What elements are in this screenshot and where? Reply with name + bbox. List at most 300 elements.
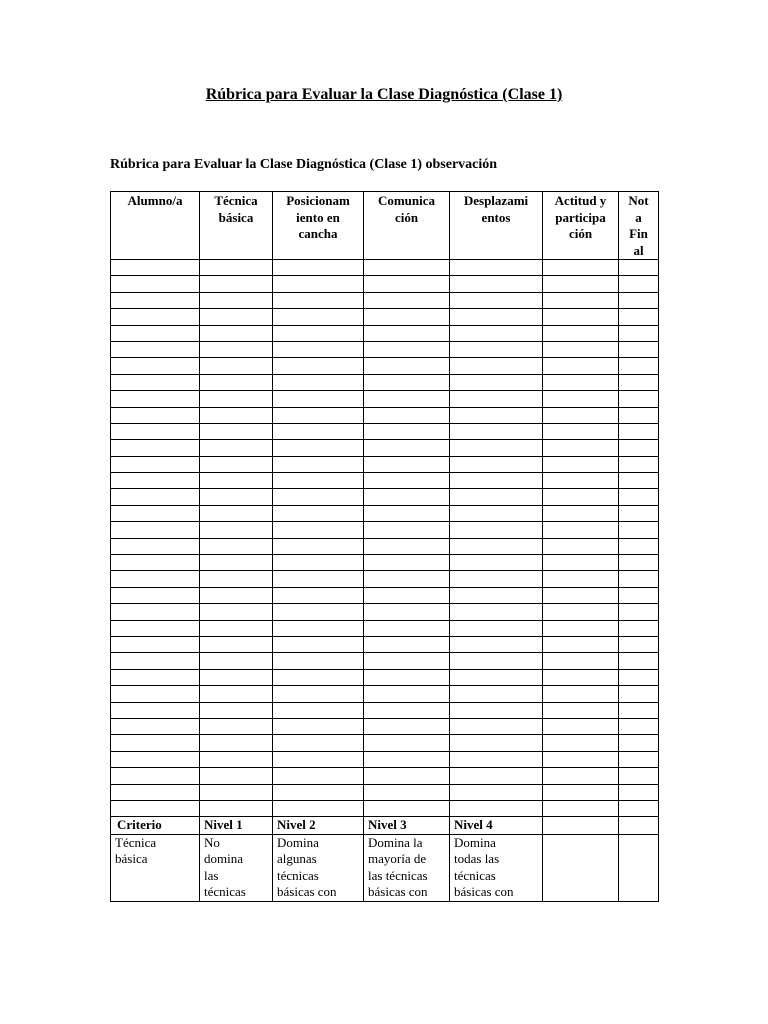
empty-cell[interactable] <box>111 309 200 325</box>
empty-cell[interactable] <box>200 735 273 751</box>
empty-cell[interactable] <box>273 374 364 390</box>
empty-cell[interactable] <box>200 341 273 357</box>
empty-cell[interactable] <box>200 325 273 341</box>
level-header-cell: Nivel 3 <box>364 817 450 835</box>
student-row <box>111 505 659 521</box>
empty-cell[interactable] <box>450 784 543 800</box>
empty-cell[interactable] <box>543 620 619 636</box>
empty-cell[interactable] <box>273 391 364 407</box>
empty-cell[interactable] <box>619 555 659 571</box>
empty-cell[interactable] <box>619 735 659 751</box>
empty-cell[interactable] <box>450 292 543 308</box>
empty-cell[interactable] <box>200 571 273 587</box>
empty-cell[interactable] <box>111 423 200 439</box>
empty-cell[interactable] <box>450 456 543 472</box>
empty-cell[interactable] <box>619 341 659 357</box>
student-row <box>111 718 659 734</box>
criterion-line: básicas con <box>454 884 514 900</box>
empty-cell[interactable] <box>273 555 364 571</box>
empty-cell[interactable] <box>111 292 200 308</box>
empty-cell[interactable] <box>200 604 273 620</box>
empty-cell[interactable] <box>364 735 450 751</box>
empty-cell[interactable] <box>111 325 200 341</box>
empty-cell[interactable] <box>273 456 364 472</box>
empty-cell[interactable] <box>200 751 273 767</box>
empty-cell[interactable] <box>273 522 364 538</box>
empty-cell[interactable] <box>364 325 450 341</box>
student-row <box>111 358 659 374</box>
empty-cell[interactable] <box>450 669 543 685</box>
empty-cell[interactable] <box>543 669 619 685</box>
criterion-line: Técnica <box>115 834 157 850</box>
empty-cell[interactable] <box>273 636 364 652</box>
level-header-cell <box>543 817 619 835</box>
empty-cell[interactable] <box>543 391 619 407</box>
empty-cell[interactable] <box>200 407 273 423</box>
criterion-line: técnicas <box>454 867 496 883</box>
empty-cell[interactable] <box>200 374 273 390</box>
empty-cell[interactable] <box>364 702 450 718</box>
empty-cell[interactable] <box>543 784 619 800</box>
empty-cell[interactable] <box>450 587 543 603</box>
empty-cell[interactable] <box>450 800 543 816</box>
empty-cell[interactable] <box>364 768 450 784</box>
empty-cell[interactable] <box>619 751 659 767</box>
empty-cell[interactable] <box>200 784 273 800</box>
empty-cell[interactable] <box>450 604 543 620</box>
empty-cell[interactable] <box>450 260 543 276</box>
empty-cell[interactable] <box>200 391 273 407</box>
student-row <box>111 636 659 652</box>
empty-cell[interactable] <box>543 456 619 472</box>
empty-cell[interactable] <box>273 653 364 669</box>
table-header-row <box>111 192 659 260</box>
empty-cell[interactable] <box>619 309 659 325</box>
empty-cell[interactable] <box>200 718 273 734</box>
empty-cell[interactable] <box>619 505 659 521</box>
student-row <box>111 604 659 620</box>
empty-cell[interactable] <box>111 735 200 751</box>
empty-cell[interactable] <box>619 784 659 800</box>
column-header-line: Desplazami <box>463 193 529 208</box>
empty-cell[interactable] <box>200 292 273 308</box>
column-header-line: a <box>635 209 642 225</box>
empty-cell[interactable] <box>450 309 543 325</box>
table-body <box>111 260 659 902</box>
empty-cell[interactable] <box>619 587 659 603</box>
empty-cell[interactable] <box>364 653 450 669</box>
empty-cell[interactable] <box>364 440 450 456</box>
empty-cell[interactable] <box>364 358 450 374</box>
empty-cell[interactable] <box>364 260 450 276</box>
column-header-line: Técnica <box>214 193 258 208</box>
empty-cell[interactable] <box>450 620 543 636</box>
empty-cell[interactable] <box>543 768 619 784</box>
student-row <box>111 292 659 308</box>
empty-cell[interactable] <box>543 718 619 734</box>
empty-cell[interactable] <box>273 423 364 439</box>
empty-cell[interactable] <box>619 653 659 669</box>
empty-cell[interactable] <box>200 653 273 669</box>
empty-cell[interactable] <box>450 489 543 505</box>
empty-cell[interactable] <box>111 604 200 620</box>
column-header <box>111 192 200 260</box>
empty-cell[interactable] <box>619 718 659 734</box>
empty-cell[interactable] <box>111 505 200 521</box>
empty-cell[interactable] <box>619 407 659 423</box>
empty-cell[interactable] <box>619 456 659 472</box>
empty-cell[interactable] <box>543 489 619 505</box>
empty-cell[interactable] <box>450 686 543 702</box>
empty-cell[interactable] <box>273 309 364 325</box>
empty-cell[interactable] <box>364 341 450 357</box>
empty-cell[interactable] <box>200 423 273 439</box>
criterion-line: No <box>204 834 220 850</box>
empty-cell[interactable] <box>200 686 273 702</box>
column-header <box>450 192 543 260</box>
empty-cell[interactable] <box>200 768 273 784</box>
empty-cell[interactable] <box>619 276 659 292</box>
criterion-line: algunas <box>277 851 317 867</box>
empty-cell[interactable] <box>200 473 273 489</box>
criterion-line: Domina <box>277 834 319 850</box>
empty-cell[interactable] <box>364 309 450 325</box>
empty-cell[interactable] <box>619 604 659 620</box>
empty-cell[interactable] <box>543 407 619 423</box>
empty-cell[interactable] <box>364 751 450 767</box>
empty-cell[interactable] <box>200 522 273 538</box>
empty-cell[interactable] <box>450 440 543 456</box>
empty-cell[interactable] <box>273 686 364 702</box>
empty-cell[interactable] <box>619 358 659 374</box>
empty-cell[interactable] <box>111 620 200 636</box>
empty-cell[interactable] <box>273 735 364 751</box>
empty-cell[interactable] <box>543 358 619 374</box>
empty-cell[interactable] <box>364 620 450 636</box>
empty-cell[interactable] <box>111 391 200 407</box>
student-row <box>111 473 659 489</box>
empty-cell[interactable] <box>111 456 200 472</box>
student-row <box>111 571 659 587</box>
criterion-line: las técnicas <box>368 867 428 883</box>
empty-cell[interactable] <box>273 718 364 734</box>
empty-cell[interactable] <box>619 374 659 390</box>
column-header-line: Actitud y <box>554 193 607 208</box>
empty-cell[interactable] <box>273 341 364 357</box>
empty-cell[interactable] <box>273 473 364 489</box>
empty-cell[interactable] <box>450 374 543 390</box>
empty-cell[interactable] <box>543 571 619 587</box>
empty-cell[interactable] <box>543 505 619 521</box>
empty-cell[interactable] <box>450 768 543 784</box>
empty-cell[interactable] <box>364 489 450 505</box>
student-row <box>111 489 659 505</box>
empty-cell[interactable] <box>543 440 619 456</box>
empty-cell[interactable] <box>273 800 364 816</box>
empty-cell[interactable] <box>111 702 200 718</box>
empty-cell[interactable] <box>619 800 659 816</box>
empty-cell[interactable] <box>200 440 273 456</box>
column-header <box>200 192 273 260</box>
empty-cell[interactable] <box>111 440 200 456</box>
empty-cell[interactable] <box>543 423 619 439</box>
empty-cell[interactable] <box>111 276 200 292</box>
empty-cell[interactable] <box>273 489 364 505</box>
empty-cell[interactable] <box>619 473 659 489</box>
empty-cell[interactable] <box>273 325 364 341</box>
empty-cell[interactable] <box>619 391 659 407</box>
student-row <box>111 538 659 554</box>
student-row <box>111 341 659 357</box>
empty-cell[interactable] <box>619 636 659 652</box>
student-row <box>111 686 659 702</box>
empty-cell[interactable] <box>619 325 659 341</box>
student-row <box>111 555 659 571</box>
empty-cell[interactable] <box>543 800 619 816</box>
empty-cell[interactable] <box>450 276 543 292</box>
empty-cell[interactable] <box>364 587 450 603</box>
empty-cell[interactable] <box>273 768 364 784</box>
empty-cell[interactable] <box>450 391 543 407</box>
column-header <box>543 192 619 260</box>
rubric-table <box>110 191 659 902</box>
empty-cell[interactable] <box>364 407 450 423</box>
empty-cell[interactable] <box>273 587 364 603</box>
empty-cell[interactable] <box>200 702 273 718</box>
empty-cell[interactable] <box>364 686 450 702</box>
column-header-line: Alumno/a <box>127 193 183 208</box>
empty-cell[interactable] <box>450 407 543 423</box>
student-row <box>111 407 659 423</box>
empty-cell[interactable] <box>273 292 364 308</box>
empty-cell[interactable] <box>364 718 450 734</box>
criterion-cell <box>543 834 619 901</box>
empty-cell[interactable] <box>543 604 619 620</box>
student-row <box>111 440 659 456</box>
column-header-line: entos <box>481 209 511 225</box>
empty-cell[interactable] <box>364 636 450 652</box>
student-row <box>111 751 659 767</box>
empty-cell[interactable] <box>543 292 619 308</box>
empty-cell[interactable] <box>364 473 450 489</box>
empty-cell[interactable] <box>200 669 273 685</box>
empty-cell[interactable] <box>273 260 364 276</box>
empty-cell[interactable] <box>543 341 619 357</box>
empty-cell[interactable] <box>273 669 364 685</box>
empty-cell[interactable] <box>364 604 450 620</box>
empty-cell[interactable] <box>273 620 364 636</box>
empty-cell[interactable] <box>364 538 450 554</box>
empty-cell[interactable] <box>450 735 543 751</box>
empty-cell[interactable] <box>619 686 659 702</box>
empty-cell[interactable] <box>273 702 364 718</box>
empty-cell[interactable] <box>200 620 273 636</box>
criterion-cell <box>273 834 364 901</box>
empty-cell[interactable] <box>111 768 200 784</box>
empty-cell[interactable] <box>364 800 450 816</box>
empty-cell[interactable] <box>111 341 200 357</box>
empty-cell[interactable] <box>273 358 364 374</box>
empty-cell[interactable] <box>364 374 450 390</box>
empty-cell[interactable] <box>619 702 659 718</box>
empty-cell[interactable] <box>273 440 364 456</box>
student-row <box>111 309 659 325</box>
empty-cell[interactable] <box>543 309 619 325</box>
empty-cell[interactable] <box>543 751 619 767</box>
column-header-line: Posicionam <box>286 193 350 208</box>
empty-cell[interactable] <box>364 423 450 439</box>
empty-cell[interactable] <box>111 571 200 587</box>
empty-cell[interactable] <box>273 784 364 800</box>
empty-cell[interactable] <box>200 358 273 374</box>
empty-cell[interactable] <box>364 505 450 521</box>
empty-cell[interactable] <box>111 653 200 669</box>
empty-cell[interactable] <box>111 636 200 652</box>
empty-cell[interactable] <box>200 587 273 603</box>
column-header-line: Not <box>628 193 649 208</box>
column-header-line: iento en <box>296 209 340 225</box>
empty-cell[interactable] <box>450 423 543 439</box>
empty-cell[interactable] <box>111 751 200 767</box>
empty-cell[interactable] <box>543 522 619 538</box>
empty-cell[interactable] <box>111 555 200 571</box>
empty-cell[interactable] <box>450 522 543 538</box>
empty-cell[interactable] <box>450 473 543 489</box>
criterion-cell <box>200 834 273 901</box>
empty-cell[interactable] <box>200 538 273 554</box>
empty-cell[interactable] <box>111 587 200 603</box>
criterion-cell <box>619 834 659 901</box>
criterion-line: técnicas <box>277 867 319 883</box>
empty-cell[interactable] <box>619 768 659 784</box>
empty-cell[interactable] <box>200 555 273 571</box>
student-row <box>111 669 659 685</box>
empty-cell[interactable] <box>200 276 273 292</box>
empty-cell[interactable] <box>450 341 543 357</box>
empty-cell[interactable] <box>619 440 659 456</box>
empty-cell[interactable] <box>450 751 543 767</box>
empty-cell[interactable] <box>543 374 619 390</box>
level-header-cell: Nivel 2 <box>273 817 364 835</box>
student-row <box>111 702 659 718</box>
empty-cell[interactable] <box>111 800 200 816</box>
student-row <box>111 276 659 292</box>
empty-cell[interactable] <box>543 260 619 276</box>
empty-cell[interactable] <box>450 358 543 374</box>
empty-cell[interactable] <box>450 571 543 587</box>
empty-cell[interactable] <box>619 260 659 276</box>
empty-cell[interactable] <box>364 784 450 800</box>
empty-cell[interactable] <box>450 538 543 554</box>
empty-cell[interactable] <box>200 505 273 521</box>
empty-cell[interactable] <box>619 538 659 554</box>
empty-cell[interactable] <box>619 669 659 685</box>
empty-cell[interactable] <box>111 522 200 538</box>
empty-cell[interactable] <box>111 669 200 685</box>
empty-cell[interactable] <box>273 407 364 423</box>
empty-cell[interactable] <box>450 702 543 718</box>
empty-cell[interactable] <box>364 391 450 407</box>
empty-cell[interactable] <box>111 784 200 800</box>
empty-cell[interactable] <box>111 374 200 390</box>
empty-cell[interactable] <box>619 423 659 439</box>
empty-cell[interactable] <box>200 309 273 325</box>
empty-cell[interactable] <box>450 325 543 341</box>
empty-cell[interactable] <box>364 522 450 538</box>
empty-cell[interactable] <box>450 555 543 571</box>
empty-cell[interactable] <box>200 260 273 276</box>
level-header-row <box>111 817 659 835</box>
empty-cell[interactable] <box>619 620 659 636</box>
empty-cell[interactable] <box>543 538 619 554</box>
empty-cell[interactable] <box>364 571 450 587</box>
empty-cell[interactable] <box>619 522 659 538</box>
empty-cell[interactable] <box>200 456 273 472</box>
empty-cell[interactable] <box>111 260 200 276</box>
empty-cell[interactable] <box>619 292 659 308</box>
empty-cell[interactable] <box>111 489 200 505</box>
empty-cell[interactable] <box>273 276 364 292</box>
empty-cell[interactable] <box>543 653 619 669</box>
empty-cell[interactable] <box>450 636 543 652</box>
column-header-line: participa <box>555 209 606 225</box>
empty-cell[interactable] <box>619 489 659 505</box>
column-header-line: ción <box>394 209 419 225</box>
empty-cell[interactable] <box>543 702 619 718</box>
empty-cell[interactable] <box>111 407 200 423</box>
empty-cell[interactable] <box>543 686 619 702</box>
empty-cell[interactable] <box>111 686 200 702</box>
empty-cell[interactable] <box>273 751 364 767</box>
empty-cell[interactable] <box>273 538 364 554</box>
student-row <box>111 587 659 603</box>
empty-cell[interactable] <box>200 636 273 652</box>
empty-cell[interactable] <box>543 325 619 341</box>
student-row <box>111 391 659 407</box>
student-row <box>111 423 659 439</box>
empty-cell[interactable] <box>450 653 543 669</box>
student-row <box>111 800 659 816</box>
empty-cell[interactable] <box>111 538 200 554</box>
empty-cell[interactable] <box>543 276 619 292</box>
empty-cell[interactable] <box>543 555 619 571</box>
empty-cell[interactable] <box>200 800 273 816</box>
empty-cell[interactable] <box>273 571 364 587</box>
empty-cell[interactable] <box>543 587 619 603</box>
empty-cell[interactable] <box>543 735 619 751</box>
empty-cell[interactable] <box>364 669 450 685</box>
empty-cell[interactable] <box>364 555 450 571</box>
empty-cell[interactable] <box>543 636 619 652</box>
empty-cell[interactable] <box>364 276 450 292</box>
student-row <box>111 735 659 751</box>
level-header-cell <box>619 817 659 835</box>
empty-cell[interactable] <box>111 358 200 374</box>
empty-cell[interactable] <box>200 489 273 505</box>
student-row <box>111 768 659 784</box>
empty-cell[interactable] <box>111 473 200 489</box>
empty-cell[interactable] <box>450 718 543 734</box>
criterion-row <box>111 834 659 901</box>
empty-cell[interactable] <box>450 505 543 521</box>
empty-cell[interactable] <box>111 718 200 734</box>
empty-cell[interactable] <box>543 473 619 489</box>
empty-cell[interactable] <box>364 456 450 472</box>
empty-cell[interactable] <box>273 505 364 521</box>
empty-cell[interactable] <box>273 604 364 620</box>
empty-cell[interactable] <box>364 292 450 308</box>
empty-cell[interactable] <box>619 571 659 587</box>
